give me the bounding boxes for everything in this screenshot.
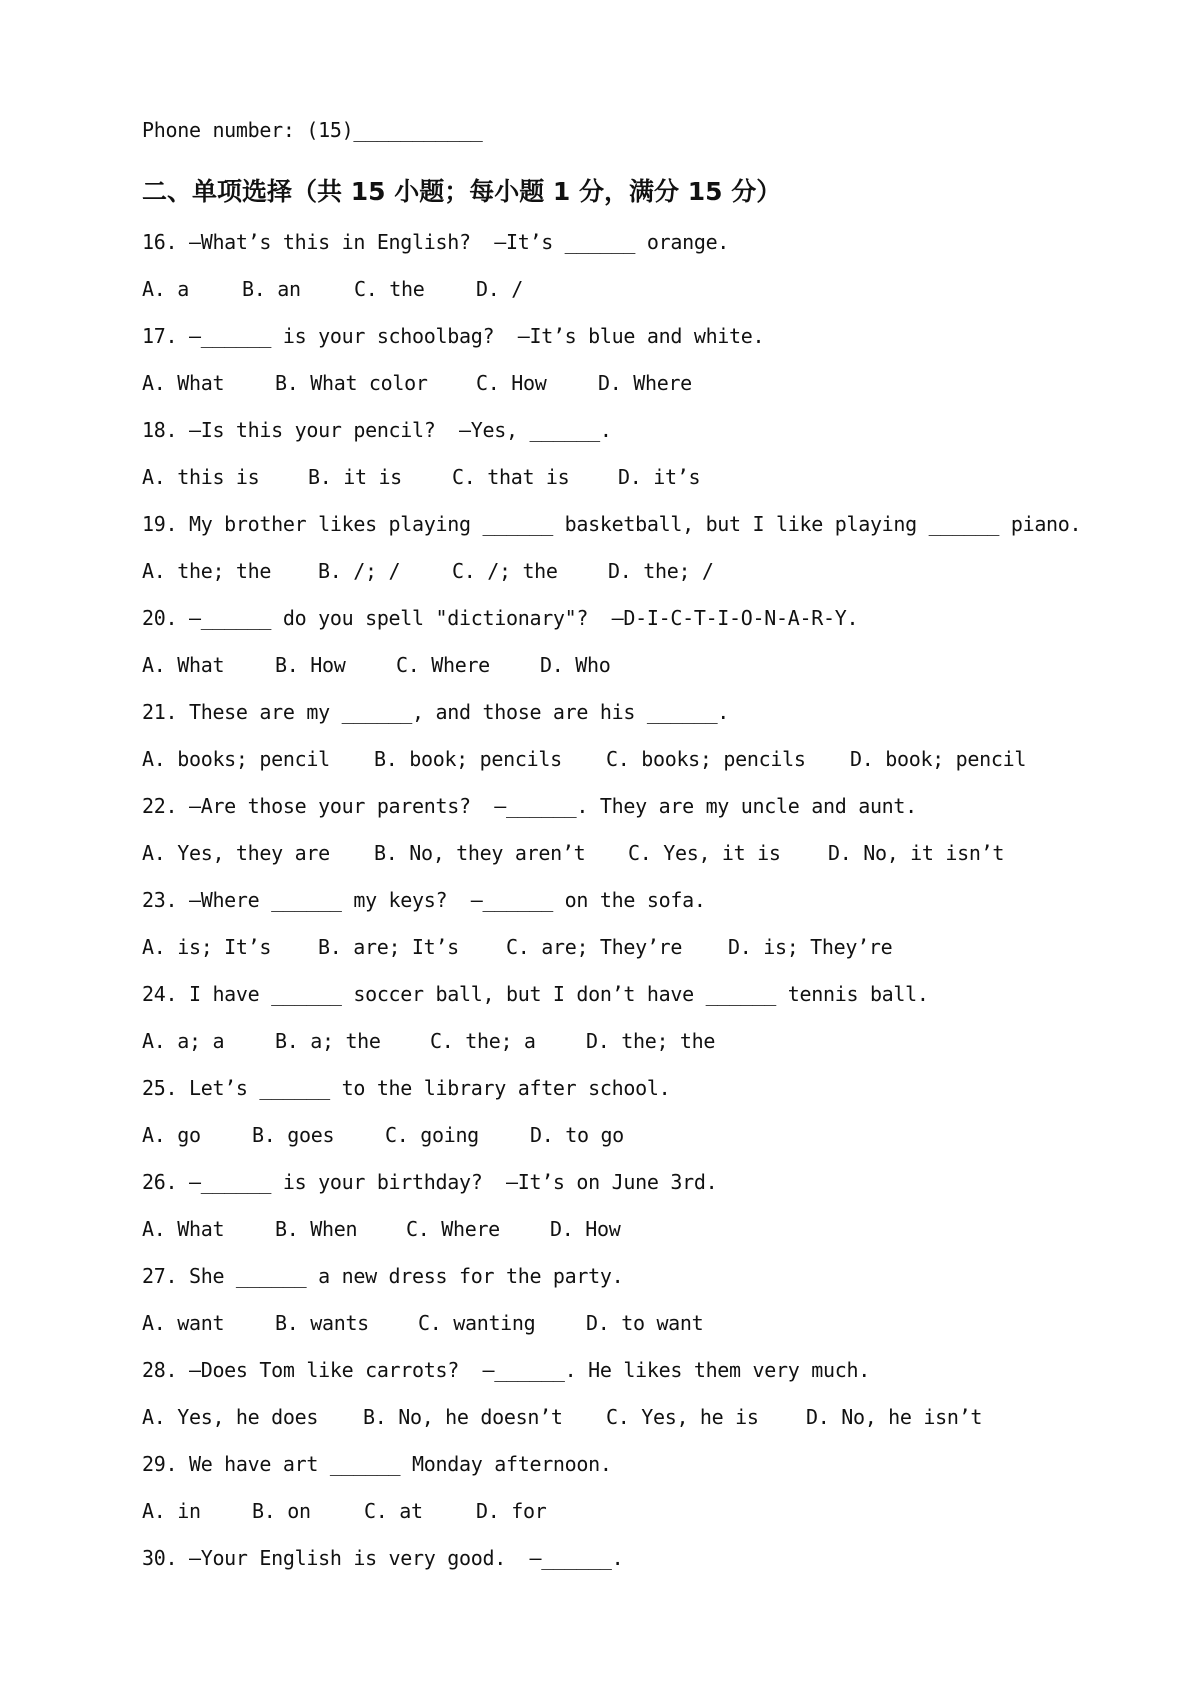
option-c: C. going [385,1123,479,1147]
option-a: A. want [142,1311,225,1335]
option-c: C. Yes, he is [606,1405,759,1429]
option-a: A. Yes, they are [142,841,330,865]
option-c: C. Where [396,653,490,677]
question-stem: 21. These are my ______, and those are his ______. [142,700,730,724]
option-b: B. a; the [275,1029,381,1053]
option-c: C. Yes, it is [628,841,781,865]
option-d: D. book; pencil [850,747,1027,771]
option-b: B. an [242,277,301,301]
option-a: A. What [142,371,225,395]
option-b: B. No, they aren’t [374,841,586,865]
question-stem: 18. —Is this your pencil? —Yes, ______. [142,418,612,442]
question-stem: 23. —Where ______ my keys? —______ on the sofa. [142,888,706,912]
question-stem: 25. Let’s ______ to the library after school. [142,1076,671,1100]
option-b: B. are; It’s [318,935,459,959]
option-b: B. goes [252,1123,335,1147]
option-c: C. at [364,1499,423,1523]
option-b: B. What color [275,371,428,395]
option-c: C. are; They’re [506,935,683,959]
question-stem: 29. We have art ______ Monday afternoon. [142,1452,612,1476]
question-stem: 19. My brother likes playing ______ basketball, but I like playing ______ piano. [142,512,1082,536]
question-stem: 17. —______ is your schoolbag? —It’s blue and white. [142,324,765,348]
option-b: B. on [252,1499,311,1523]
question-stem: 28. —Does Tom like carrots? —______. He likes them very much. [142,1358,870,1382]
option-d: D. the; / [608,559,714,583]
option-b: B. When [275,1217,358,1241]
option-a: A. What [142,653,225,677]
option-b: B. How [275,653,346,677]
option-d: D. / [476,277,523,301]
question-stem: 22. —Are those your parents? —______. They are my uncle and aunt. [142,794,917,818]
option-b: B. wants [275,1311,369,1335]
option-a: A. the; the [142,559,272,583]
question-stem: 26. —______ is your birthday? —It’s on June 3rd. [142,1170,718,1194]
option-b: B. No, he doesn’t [363,1405,563,1429]
option-b: B. /; / [318,559,401,583]
option-a: A. a [142,277,189,301]
option-d: D. to go [530,1123,624,1147]
option-c: C. books; pencils [606,747,806,771]
option-d: D. to want [586,1311,704,1335]
option-a: A. go [142,1123,201,1147]
option-d: D. is; They’re [728,935,893,959]
option-a: A. is; It’s [142,935,272,959]
option-a: A. books; pencil [142,747,330,771]
option-a: A. a; a [142,1029,225,1053]
option-c: C. the; a [430,1029,536,1053]
question-stem: 20. —______ do you spell "dictionary"? —D-I-C-T-I-O-N-A-R-Y. [142,606,859,630]
section-heading: 二、单项选择（共 15 小题；每小题 1 分，满分 15 分） [142,177,782,206]
option-c: C. /; the [452,559,558,583]
phone-number-line: Phone number: (15)___________ [142,118,483,142]
option-c: C. the [354,277,425,301]
option-b: B. it is [308,465,402,489]
option-c: C. wanting [418,1311,536,1335]
option-b: B. book; pencils [374,747,562,771]
option-a: A. What [142,1217,225,1241]
question-stem: 24. I have ______ soccer ball, but I don’t have ______ tennis ball. [142,982,929,1006]
question-stem: 16. —What’s this in English? —It’s ______ orange. [142,230,730,254]
option-d: D. Who [540,653,611,677]
option-c: C. How [476,371,547,395]
option-d: D. No, it isn’t [828,841,1005,865]
option-d: D. No, he isn’t [806,1405,983,1429]
option-a: A. Yes, he does [142,1405,319,1429]
option-c: C. that is [452,465,570,489]
option-d: D. it’s [618,465,701,489]
option-a: A. in [142,1499,201,1523]
option-d: D. How [550,1217,621,1241]
question-stem: 27. She ______ a new dress for the party. [142,1264,624,1288]
option-d: D. for [476,1499,547,1523]
option-d: D. the; the [586,1029,716,1053]
option-c: C. Where [406,1217,500,1241]
option-d: D. Where [598,371,692,395]
option-a: A. this is [142,465,260,489]
question-stem: 30. —Your English is very good. —______. [142,1546,624,1570]
